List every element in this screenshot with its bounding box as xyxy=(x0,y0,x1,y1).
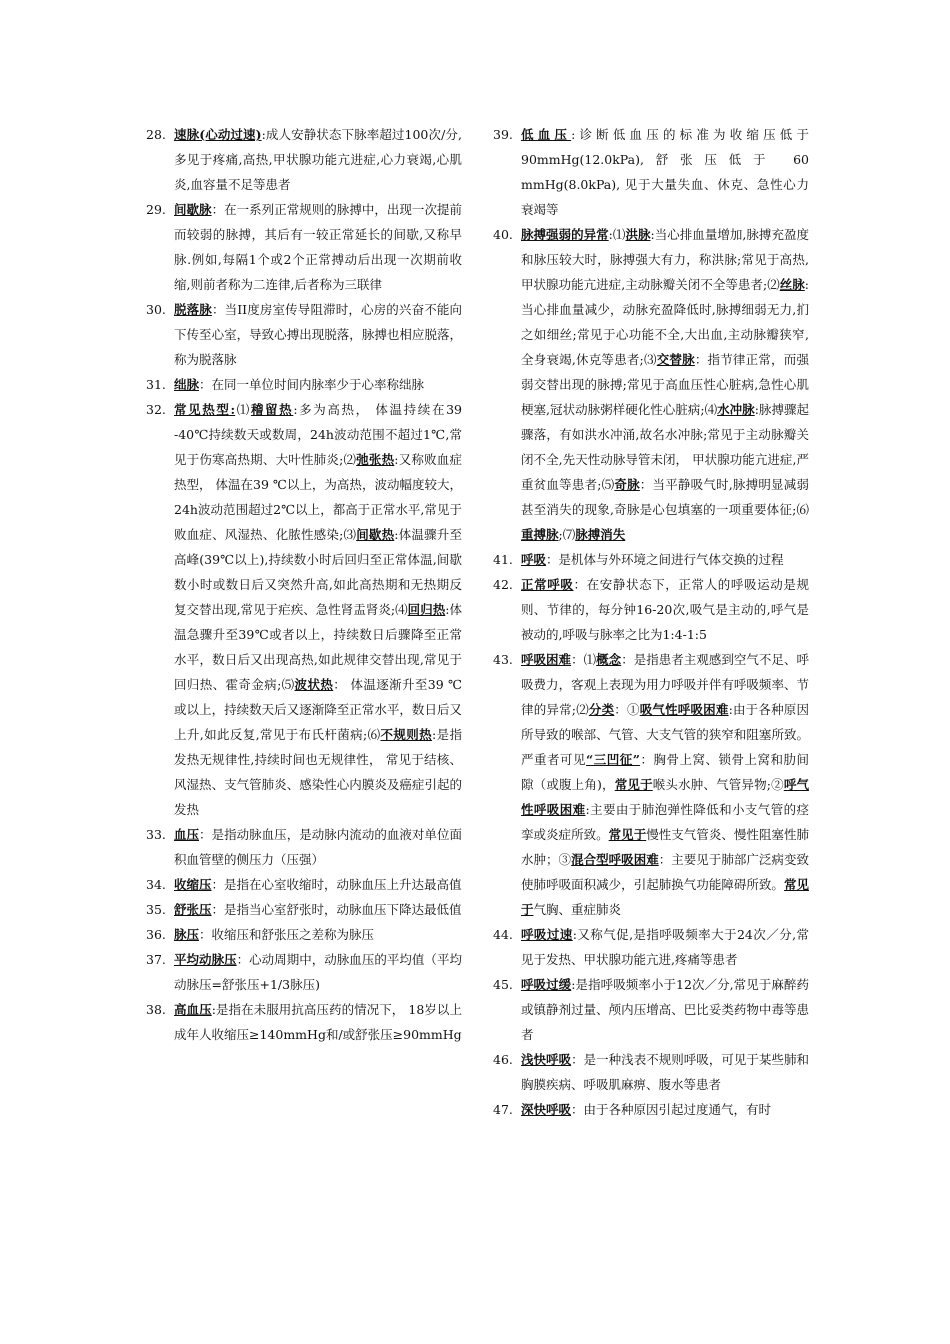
item-text xyxy=(521,1097,809,1122)
list-item xyxy=(146,872,462,897)
definition-text: :⑴ xyxy=(608,227,626,242)
term-label: 重搏脉 xyxy=(521,527,559,542)
item-text xyxy=(174,822,462,872)
list-item xyxy=(493,1047,809,1097)
definition-text: :是指呼吸频率小于12次／分,常见于麻醉药或镇静剂过量、颅内压增高、巴比妥类药物中毒等患者 xyxy=(521,977,809,1042)
term-label: 平均动脉压 xyxy=(174,952,237,967)
list-item xyxy=(146,122,462,197)
item-number: 39. xyxy=(493,127,513,142)
item-text xyxy=(521,972,809,1047)
item-number: 33. xyxy=(146,827,166,842)
definition-text: 慢性支气管炎、慢性阻塞性肺水肿；③ xyxy=(521,827,809,867)
definition-text: 气胸、重症肺炎 xyxy=(533,902,622,917)
item-text xyxy=(521,647,809,922)
term-label: 回归热 xyxy=(407,602,446,617)
term-label: 收缩压 xyxy=(174,877,212,892)
item-text xyxy=(521,572,809,647)
term-label: 混合型呼吸困难 xyxy=(571,852,659,867)
definition-text: :成人安静状态下脉率超过100次/分,多见于疼痛,高热,甲状腺功能亢进症,心力衰竭,心肌炎,血容量不足等患者 xyxy=(174,127,462,192)
term-label: 水冲脉 xyxy=(717,402,755,417)
definition-text: :当心排血量增加,脉搏充盈度和脉压较大时，脉搏强大有力，称洪脉;常见于高热,甲状腺功能亢进症,主动脉瓣关闭不全等患者;⑵ xyxy=(521,227,809,292)
item-number: 28. xyxy=(146,127,166,142)
term-label: 概念 xyxy=(596,652,622,667)
item-number: 35. xyxy=(146,902,166,917)
definition-text: :是指在未服用抗高压药的情况下， 18岁以上成年人收缩压≥140mmHg和/或舒张压≥90mmHg xyxy=(174,1002,462,1042)
definition-text: ： 体温逐渐升至39 ℃或以上，持续数天后又逐渐降至正常水平，数日后又上升,如此反复,常见于布氏杆菌病;⑹ xyxy=(174,677,462,742)
item-text xyxy=(174,297,462,372)
definition-text: :脉搏骤起骤落，有如洪水冲涌,故名水冲脉;常见于主动脉瓣关闭不全,先天性动脉导管未闭， 甲状腺功能亢进症,严重贫血等患者;⑸ xyxy=(521,402,809,492)
definition-text: ：胸骨上窝、锁骨上窝和肋间隙（或腹上角)， xyxy=(521,752,809,792)
term-label: 呼吸困难 xyxy=(521,652,572,667)
definition-text: ：当II度房室传导阻滞时，心房的兴奋不能向下传至心室，导致心搏出现脱落，脉搏也相应脱落，称为脱落脉 xyxy=(174,302,462,367)
item-text xyxy=(174,872,462,897)
list-item xyxy=(146,372,462,397)
term-label: 脉搏强弱的异常 xyxy=(521,227,609,242)
item-text xyxy=(174,197,462,297)
term-label: 常见于 xyxy=(614,777,653,792)
list-item xyxy=(146,897,462,922)
definition-text: ：主要见于肺部广泛病变致使肺呼吸面积减少，引起肺换气功能障碍所致。 xyxy=(521,852,809,892)
term-label: 高血压 xyxy=(174,1002,212,1017)
list-item xyxy=(493,222,809,547)
list-item xyxy=(493,547,809,572)
term-label: 浅快呼吸 xyxy=(521,1052,572,1067)
list-item xyxy=(493,922,809,972)
term-label: 速脉(心动过速) xyxy=(174,127,262,142)
term-label: 吸气性呼吸困难 xyxy=(639,702,729,717)
term-label: 脱落脉 xyxy=(174,302,212,317)
term-label: “三凹征” xyxy=(586,752,640,767)
item-text xyxy=(174,372,462,397)
item-number: 40. xyxy=(493,227,513,242)
definition-text: 喉头水肿、气管异物;② xyxy=(652,777,784,792)
term-label: 常见于 xyxy=(521,877,809,917)
term-label: 脉搏消失 xyxy=(575,527,626,542)
list-item xyxy=(493,122,809,222)
term-label: 交替脉 xyxy=(656,352,695,367)
definition-text: :体温骤升至高峰(39℃以上),持续数小时后回归至正常体温,间歇数小时或数日后又突然升高,如此高热期和无热期反复交替出现,常见于疟疾、急性肾盂肾炎;⑷ xyxy=(174,527,462,617)
definition-text: ;⑺ xyxy=(558,527,576,542)
item-number: 45. xyxy=(493,977,513,992)
item-number: 47. xyxy=(493,1102,513,1117)
definition-text: :又称败血症热型， 体温在39 ℃以上，为高热，波动幅度较大，24h波动范围超过2℃以上，都高于正常水平,常见于败血症、风湿热、化脓性感染;⑶ xyxy=(174,452,462,542)
item-number: 36. xyxy=(146,927,166,942)
item-number: 29. xyxy=(146,202,166,217)
list-item xyxy=(493,1097,809,1122)
term-label: 呼气性呼吸困难 xyxy=(521,777,809,817)
definition-text: :诊断低血压的标准为收缩压低于90mmHg(12.0kPa),舒张压低于 60 mmHg(8.0kPa), 见于大量失血、休克、急性心力衰竭等 xyxy=(521,127,809,217)
definition-text: :主要由于肺泡弹性降低和小支气管的痉挛或炎症所致。 xyxy=(521,802,809,842)
list-item xyxy=(493,572,809,647)
definition-text: ：⑴ xyxy=(571,652,597,667)
term-label: 间歇热 xyxy=(356,527,395,542)
item-number: 42. xyxy=(493,577,513,592)
definition-text: ：当平静吸气时,脉搏明显减弱甚至消失的现象,奇脉是心包填塞的一项重要体征;⑹ xyxy=(521,477,809,517)
definition-text: ：是指在心室收缩时，动脉血压上升达最高值 xyxy=(211,877,462,892)
item-number: 37. xyxy=(146,952,166,967)
item-text xyxy=(174,122,462,197)
term-label: 常见热型: xyxy=(174,402,236,417)
term-label: 弛张热 xyxy=(356,452,395,467)
definition-text: ：是指动脉血压，是动脉内流动的血液对单位面积血管壁的侧压力（压强） xyxy=(174,827,462,867)
list-item xyxy=(146,997,462,1047)
item-text xyxy=(174,922,462,947)
item-text xyxy=(521,1047,809,1097)
item-number: 34. xyxy=(146,877,166,892)
definition-text: :当心排血量减少，动脉充盈降低时,脉搏细弱无力,扪之如细丝;常见于心功能不全,大出血,主动脉瓣狭窄,全身衰竭,休克等患者;⑶ xyxy=(521,277,809,367)
term-label: 奇脉 xyxy=(614,477,640,492)
definition-text: ：由于各种原因引起过度通气，有时 xyxy=(571,1102,772,1117)
item-number: 30. xyxy=(146,302,166,317)
definition-text: ：是机体与外环境之间进行气体交换的过程 xyxy=(546,552,784,567)
item-text xyxy=(174,947,462,997)
list-item xyxy=(146,297,462,372)
term-label: 正常呼吸 xyxy=(521,577,574,592)
term-label: 不规则热 xyxy=(380,727,433,742)
item-text xyxy=(174,897,462,922)
definition-text: ：收缩压和舒张压之差称为脉压 xyxy=(199,927,375,942)
term-label: 舒张压 xyxy=(174,902,212,917)
term-label: 常见于 xyxy=(608,827,647,842)
term-label: 洪脉 xyxy=(625,227,651,242)
definition-text: ：指节律正常，而强弱交替出现的脉搏;常见于高血压性心脏病,急性心肌梗塞,冠状动脉粥样硬化性心脏病;⑷ xyxy=(521,352,809,417)
definition-text: :又称气促,是指呼吸频率大于24次／分,常见于发热、甲状腺功能亢进,疼痛等患者 xyxy=(521,927,809,967)
item-number: 41. xyxy=(493,552,513,567)
item-text xyxy=(174,397,462,822)
item-text xyxy=(521,222,809,547)
list-item xyxy=(146,197,462,297)
term-label: 丝脉 xyxy=(779,277,805,292)
term-label: 深快呼吸 xyxy=(521,1102,572,1117)
item-number: 32. xyxy=(146,402,166,417)
definition-text: :是指发热无规律性,持续时间也无规律性， 常见于结核、风湿热、支气管肺炎、感染性心内膜炎及癌症引起的发热 xyxy=(174,727,462,817)
list-item xyxy=(146,922,462,947)
list-item xyxy=(493,972,809,1047)
term-label: 低血压 xyxy=(521,127,572,142)
definition-text: ：是指当心室舒张时，动脉血压下降达最低值 xyxy=(211,902,462,917)
list-item xyxy=(146,947,462,997)
definition-text: ：在同一单位时间内脉率少于心率称绌脉 xyxy=(199,377,425,392)
item-number: 44. xyxy=(493,927,513,942)
term-label: 呼吸 xyxy=(521,552,547,567)
right-column xyxy=(493,122,809,1122)
term-label: 分类 xyxy=(588,702,615,717)
term-label: 间歇脉 xyxy=(174,202,212,217)
definition-text: ：在安静状态下，正常人的呼吸运动是规则、节律的，每分钟16-20次,吸气是主动的,呼气是被动的,呼吸与脉率之比为1:4-1:5 xyxy=(521,577,809,642)
list-item xyxy=(146,397,462,822)
list-item xyxy=(493,647,809,922)
definition-text: :体温急骤升至39℃或者以上，持续数日后骤降至正常水平，数日后又出现高热,如此规律交替出现,常见于回归热、霍奇金病;⑸ xyxy=(174,602,462,692)
list-item xyxy=(146,822,462,872)
item-number: 43. xyxy=(493,652,513,667)
definition-text: ：① xyxy=(614,702,640,717)
definition-text: :由于各种原因所导致的喉部、气管、大支气管的狭窄和阻塞所致。严重者可见 xyxy=(521,702,809,767)
item-number: 38. xyxy=(146,1002,166,1017)
definition-text: ：心动周期中，动脉血压的平均值（平均动脉压=舒张压+1/3脉压) xyxy=(174,952,462,992)
term-label: 稽留热 xyxy=(250,402,294,417)
term-label: 脉压 xyxy=(174,927,200,942)
definition-text: ：是一种浅表不规则呼吸，可见于某些肺和胸膜疾病、呼吸肌麻痹、腹水等患者 xyxy=(521,1052,809,1092)
item-number: 46. xyxy=(493,1052,513,1067)
definition-text: ：是指患者主观感到空气不足、呼吸费力，客观上表现为用力呼吸并伴有呼吸频率、节律的异常;⑵ xyxy=(521,652,809,717)
definition-text: ⑴ xyxy=(235,402,251,417)
left-column xyxy=(146,122,462,1047)
item-text xyxy=(521,922,809,972)
definition-text: :多为高热， 体温持续在39 -40℃持续数天或数周，24h波动范围不超过1℃,常见于伤寒高热期、大叶性肺炎;⑵ xyxy=(174,402,462,467)
item-number: 31. xyxy=(146,377,166,392)
item-text xyxy=(521,122,809,222)
item-text xyxy=(174,997,462,1047)
term-label: 呼吸过缓 xyxy=(521,977,572,992)
term-label: 血压 xyxy=(174,827,200,842)
definition-text: ：在一系列正常规则的脉搏中，出现一次提前而较弱的脉搏，其后有一较正常延长的间歇,又称早脉.例如,每隔1个或2个正常搏动后出现一次期前收缩,则前者称为二连律,后者称为三联律 xyxy=(174,202,462,292)
term-label: 绌脉 xyxy=(174,377,200,392)
term-label: 呼吸过速 xyxy=(521,927,573,942)
term-label: 波状热 xyxy=(294,677,334,692)
item-text xyxy=(521,547,809,572)
